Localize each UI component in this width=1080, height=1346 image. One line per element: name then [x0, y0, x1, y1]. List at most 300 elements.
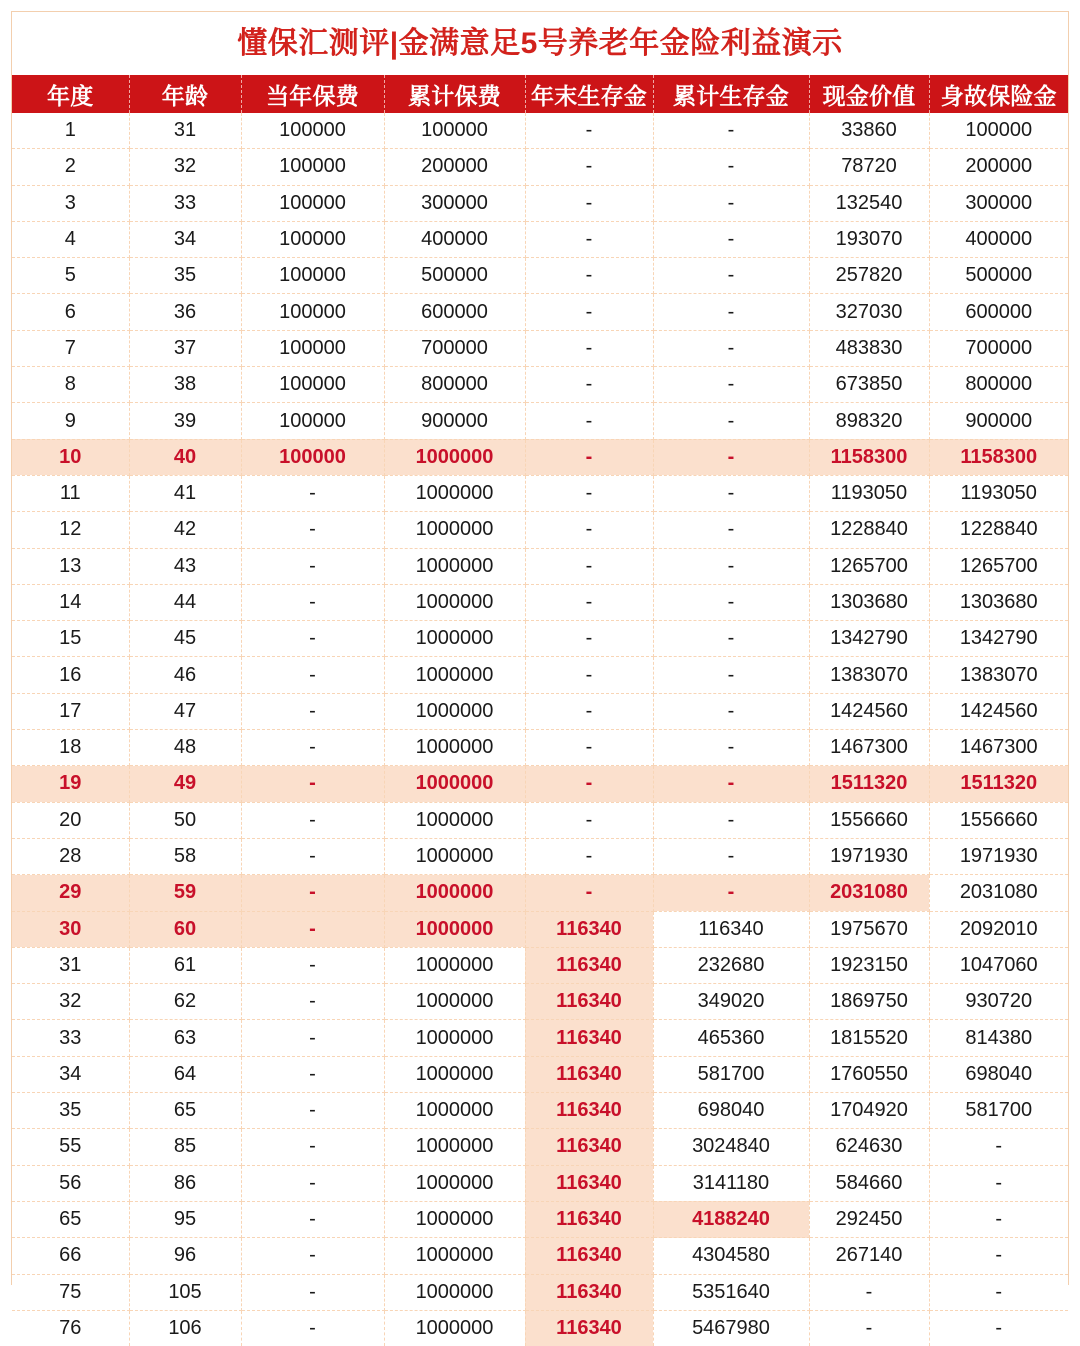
cell-2-3: 300000 [384, 185, 525, 221]
cell-33-5: 5467980 [653, 1310, 809, 1346]
cell-25-4: 116340 [525, 1020, 653, 1056]
cell-26-6: 1760550 [809, 1056, 929, 1092]
table-row [12, 875, 1068, 911]
cell-18-7: 1511320 [929, 766, 1068, 802]
table-row [12, 149, 1068, 185]
cell-17-7: 1467300 [929, 730, 1068, 766]
cell-16-1: 47 [129, 693, 241, 729]
cell-24-7: 930720 [929, 984, 1068, 1020]
cell-7-4: - [525, 367, 653, 403]
cell-13-7: 1303680 [929, 584, 1068, 620]
table-row [12, 512, 1068, 548]
cell-23-3: 1000000 [384, 947, 525, 983]
cell-21-1: 59 [129, 875, 241, 911]
cell-8-2: 100000 [241, 403, 384, 439]
cell-22-5: 116340 [653, 911, 809, 947]
cell-27-4: 116340 [525, 1093, 653, 1129]
cell-12-7: 1265700 [929, 548, 1068, 584]
table-row [12, 258, 1068, 294]
cell-19-1: 50 [129, 802, 241, 838]
cell-1-1: 32 [129, 149, 241, 185]
cell-15-0: 16 [12, 657, 129, 693]
cell-7-3: 800000 [384, 367, 525, 403]
cell-7-6: 673850 [809, 367, 929, 403]
cell-15-5: - [653, 657, 809, 693]
cell-18-2: - [241, 766, 384, 802]
cell-21-4: - [525, 875, 653, 911]
table-body [12, 113, 1068, 1346]
cell-9-3: 1000000 [384, 439, 525, 475]
cell-5-6: 327030 [809, 294, 929, 330]
table-row [12, 330, 1068, 366]
table-row [12, 548, 1068, 584]
cell-18-6: 1511320 [809, 766, 929, 802]
cell-15-1: 46 [129, 657, 241, 693]
cell-10-7: 1193050 [929, 475, 1068, 511]
cell-9-5: - [653, 439, 809, 475]
cell-31-7: - [929, 1238, 1068, 1274]
table-row [12, 185, 1068, 221]
cell-33-7: - [929, 1310, 1068, 1346]
table-row [12, 584, 1068, 620]
cell-30-1: 95 [129, 1201, 241, 1237]
cell-19-5: - [653, 802, 809, 838]
cell-5-1: 36 [129, 294, 241, 330]
cell-8-0: 9 [12, 403, 129, 439]
cell-26-3: 1000000 [384, 1056, 525, 1092]
cell-29-4: 116340 [525, 1165, 653, 1201]
cell-10-5: - [653, 475, 809, 511]
cell-32-5: 5351640 [653, 1274, 809, 1310]
cell-4-5: - [653, 258, 809, 294]
cell-32-0: 75 [12, 1274, 129, 1310]
cell-18-5: - [653, 766, 809, 802]
cell-8-7: 900000 [929, 403, 1068, 439]
cell-29-0: 56 [12, 1165, 129, 1201]
cell-19-4: - [525, 802, 653, 838]
cell-15-7: 1383070 [929, 657, 1068, 693]
table-header [12, 75, 1068, 113]
cell-33-1: 106 [129, 1310, 241, 1346]
table-row [12, 113, 1068, 149]
cell-12-4: - [525, 548, 653, 584]
cell-0-6: 33860 [809, 113, 929, 149]
cell-20-0: 28 [12, 838, 129, 874]
cell-17-3: 1000000 [384, 730, 525, 766]
cell-27-2: - [241, 1093, 384, 1129]
cell-2-2: 100000 [241, 185, 384, 221]
cell-18-0: 19 [12, 766, 129, 802]
cell-20-6: 1971930 [809, 838, 929, 874]
benefit-table [12, 75, 1068, 1346]
cell-1-3: 200000 [384, 149, 525, 185]
cell-22-2: - [241, 911, 384, 947]
cell-14-2: - [241, 621, 384, 657]
cell-0-7: 100000 [929, 113, 1068, 149]
cell-30-0: 65 [12, 1201, 129, 1237]
cell-15-6: 1383070 [809, 657, 929, 693]
cell-19-6: 1556660 [809, 802, 929, 838]
cell-29-7: - [929, 1165, 1068, 1201]
cell-6-2: 100000 [241, 330, 384, 366]
table-row [12, 730, 1068, 766]
cell-31-1: 96 [129, 1238, 241, 1274]
cell-24-2: - [241, 984, 384, 1020]
title-banner [11, 11, 1069, 75]
cell-28-2: - [241, 1129, 384, 1165]
cell-5-5: - [653, 294, 809, 330]
cell-0-5: - [653, 113, 809, 149]
table-row [12, 1310, 1068, 1346]
cell-30-7: - [929, 1201, 1068, 1237]
cell-20-3: 1000000 [384, 838, 525, 874]
cell-28-4: 116340 [525, 1129, 653, 1165]
cell-6-3: 700000 [384, 330, 525, 366]
cell-8-5: - [653, 403, 809, 439]
cell-25-1: 63 [129, 1020, 241, 1056]
page-title: 懂保汇测评|金满意足5号养老年金险利益演示 [237, 26, 843, 60]
cell-6-7: 700000 [929, 330, 1068, 366]
table-row [12, 1238, 1068, 1274]
column-header-4: 年末生存金 [525, 75, 653, 113]
cell-16-4: - [525, 693, 653, 729]
cell-25-6: 1815520 [809, 1020, 929, 1056]
cell-14-6: 1342790 [809, 621, 929, 657]
cell-21-2: - [241, 875, 384, 911]
cell-15-4: - [525, 657, 653, 693]
cell-4-0: 5 [12, 258, 129, 294]
cell-14-3: 1000000 [384, 621, 525, 657]
cell-0-4: - [525, 113, 653, 149]
cell-4-2: 100000 [241, 258, 384, 294]
cell-21-5: - [653, 875, 809, 911]
cell-15-2: - [241, 657, 384, 693]
cell-28-7: - [929, 1129, 1068, 1165]
cell-23-5: 232680 [653, 947, 809, 983]
cell-0-3: 100000 [384, 113, 525, 149]
table-row [12, 947, 1068, 983]
table-row [12, 802, 1068, 838]
cell-1-4: - [525, 149, 653, 185]
cell-20-7: 1971930 [929, 838, 1068, 874]
cell-28-1: 85 [129, 1129, 241, 1165]
column-header-5: 累计生存金 [653, 75, 809, 113]
cell-20-4: - [525, 838, 653, 874]
cell-6-4: - [525, 330, 653, 366]
table-row [12, 439, 1068, 475]
cell-30-5: 4188240 [653, 1201, 809, 1237]
cell-19-7: 1556660 [929, 802, 1068, 838]
table-row [12, 984, 1068, 1020]
cell-5-0: 6 [12, 294, 129, 330]
cell-21-0: 29 [12, 875, 129, 911]
cell-2-4: - [525, 185, 653, 221]
table-row [12, 1056, 1068, 1092]
cell-5-4: - [525, 294, 653, 330]
cell-13-0: 14 [12, 584, 129, 620]
cell-1-6: 78720 [809, 149, 929, 185]
cell-11-4: - [525, 512, 653, 548]
cell-10-2: - [241, 475, 384, 511]
cell-7-5: - [653, 367, 809, 403]
cell-1-0: 2 [12, 149, 129, 185]
cell-1-2: 100000 [241, 149, 384, 185]
cell-17-4: - [525, 730, 653, 766]
cell-9-4: - [525, 439, 653, 475]
cell-13-2: - [241, 584, 384, 620]
cell-33-0: 76 [12, 1310, 129, 1346]
cell-13-6: 1303680 [809, 584, 929, 620]
cell-2-5: - [653, 185, 809, 221]
cell-5-7: 600000 [929, 294, 1068, 330]
cell-1-7: 200000 [929, 149, 1068, 185]
cell-28-0: 55 [12, 1129, 129, 1165]
benefit-table-container [11, 75, 1069, 1339]
cell-13-4: - [525, 584, 653, 620]
cell-22-6: 1975670 [809, 911, 929, 947]
cell-12-6: 1265700 [809, 548, 929, 584]
cell-26-7: 698040 [929, 1056, 1068, 1092]
cell-14-4: - [525, 621, 653, 657]
cell-20-5: - [653, 838, 809, 874]
cell-2-0: 3 [12, 185, 129, 221]
table-row [12, 221, 1068, 257]
table-row [12, 1093, 1068, 1129]
table-row [12, 1274, 1068, 1310]
cell-24-3: 1000000 [384, 984, 525, 1020]
cell-6-0: 7 [12, 330, 129, 366]
column-header-7: 身故保险金 [929, 75, 1068, 113]
cell-26-5: 581700 [653, 1056, 809, 1092]
cell-25-5: 465360 [653, 1020, 809, 1056]
cell-16-0: 17 [12, 693, 129, 729]
cell-6-1: 37 [129, 330, 241, 366]
cell-13-5: - [653, 584, 809, 620]
table-row [12, 766, 1068, 802]
cell-29-2: - [241, 1165, 384, 1201]
cell-28-6: 624630 [809, 1129, 929, 1165]
cell-28-3: 1000000 [384, 1129, 525, 1165]
cell-5-3: 600000 [384, 294, 525, 330]
cell-4-1: 35 [129, 258, 241, 294]
column-header-0: 年度 [12, 75, 129, 113]
cell-8-4: - [525, 403, 653, 439]
cell-29-6: 584660 [809, 1165, 929, 1201]
table-row [12, 367, 1068, 403]
cell-4-3: 500000 [384, 258, 525, 294]
cell-31-5: 4304580 [653, 1238, 809, 1274]
cell-10-4: - [525, 475, 653, 511]
cell-7-2: 100000 [241, 367, 384, 403]
column-header-6: 现金价值 [809, 75, 929, 113]
cell-33-3: 1000000 [384, 1310, 525, 1346]
cell-3-1: 34 [129, 221, 241, 257]
cell-12-1: 43 [129, 548, 241, 584]
cell-12-0: 13 [12, 548, 129, 584]
cell-11-2: - [241, 512, 384, 548]
cell-2-6: 132540 [809, 185, 929, 221]
table-row [12, 621, 1068, 657]
cell-22-7: 2092010 [929, 911, 1068, 947]
cell-18-4: - [525, 766, 653, 802]
cell-21-3: 1000000 [384, 875, 525, 911]
cell-11-0: 12 [12, 512, 129, 548]
cell-9-6: 1158300 [809, 439, 929, 475]
cell-32-7: - [929, 1274, 1068, 1310]
cell-31-3: 1000000 [384, 1238, 525, 1274]
cell-32-3: 1000000 [384, 1274, 525, 1310]
cell-12-2: - [241, 548, 384, 584]
table-row [12, 475, 1068, 511]
cell-29-1: 86 [129, 1165, 241, 1201]
cell-3-6: 193070 [809, 221, 929, 257]
cell-16-6: 1424560 [809, 693, 929, 729]
cell-24-5: 349020 [653, 984, 809, 1020]
cell-19-2: - [241, 802, 384, 838]
cell-25-7: 814380 [929, 1020, 1068, 1056]
table-row [12, 838, 1068, 874]
cell-28-5: 3024840 [653, 1129, 809, 1165]
cell-23-2: - [241, 947, 384, 983]
cell-32-1: 105 [129, 1274, 241, 1310]
cell-30-2: - [241, 1201, 384, 1237]
cell-8-3: 900000 [384, 403, 525, 439]
cell-31-4: 116340 [525, 1238, 653, 1274]
cell-17-5: - [653, 730, 809, 766]
cell-27-3: 1000000 [384, 1093, 525, 1129]
cell-30-6: 292450 [809, 1201, 929, 1237]
cell-6-5: - [653, 330, 809, 366]
cell-14-5: - [653, 621, 809, 657]
cell-23-7: 1047060 [929, 947, 1068, 983]
cell-27-0: 35 [12, 1093, 129, 1129]
table-row [12, 693, 1068, 729]
table-row [12, 657, 1068, 693]
cell-11-1: 42 [129, 512, 241, 548]
cell-4-6: 257820 [809, 258, 929, 294]
cell-4-7: 500000 [929, 258, 1068, 294]
cell-32-4: 116340 [525, 1274, 653, 1310]
cell-23-6: 1923150 [809, 947, 929, 983]
cell-6-6: 483830 [809, 330, 929, 366]
cell-18-1: 49 [129, 766, 241, 802]
cell-20-2: - [241, 838, 384, 874]
cell-13-3: 1000000 [384, 584, 525, 620]
cell-9-2: 100000 [241, 439, 384, 475]
cell-17-1: 48 [129, 730, 241, 766]
cell-18-3: 1000000 [384, 766, 525, 802]
table-row [12, 1020, 1068, 1056]
cell-3-7: 400000 [929, 221, 1068, 257]
cell-10-6: 1193050 [809, 475, 929, 511]
cell-8-6: 898320 [809, 403, 929, 439]
cell-7-0: 8 [12, 367, 129, 403]
cell-33-6: - [809, 1310, 929, 1346]
cell-11-3: 1000000 [384, 512, 525, 548]
cell-14-1: 45 [129, 621, 241, 657]
column-header-3: 累计保费 [384, 75, 525, 113]
cell-17-6: 1467300 [809, 730, 929, 766]
cell-16-3: 1000000 [384, 693, 525, 729]
cell-33-4: 116340 [525, 1310, 653, 1346]
cell-8-1: 39 [129, 403, 241, 439]
table-row [12, 403, 1068, 439]
cell-26-1: 64 [129, 1056, 241, 1092]
cell-16-7: 1424560 [929, 693, 1068, 729]
cell-25-0: 33 [12, 1020, 129, 1056]
table-row [12, 1165, 1068, 1201]
column-header-1: 年龄 [129, 75, 241, 113]
cell-13-1: 44 [129, 584, 241, 620]
cell-23-0: 31 [12, 947, 129, 983]
cell-24-4: 116340 [525, 984, 653, 1020]
cell-26-0: 34 [12, 1056, 129, 1092]
cell-22-1: 60 [129, 911, 241, 947]
cell-27-6: 1704920 [809, 1093, 929, 1129]
cell-9-1: 40 [129, 439, 241, 475]
cell-24-6: 1869750 [809, 984, 929, 1020]
cell-0-1: 31 [129, 113, 241, 149]
cell-21-6: 2031080 [809, 875, 929, 911]
cell-25-3: 1000000 [384, 1020, 525, 1056]
cell-9-0: 10 [12, 439, 129, 475]
cell-24-1: 62 [129, 984, 241, 1020]
cell-29-3: 1000000 [384, 1165, 525, 1201]
cell-16-5: - [653, 693, 809, 729]
table-row [12, 911, 1068, 947]
cell-22-4: 116340 [525, 911, 653, 947]
cell-19-0: 20 [12, 802, 129, 838]
cell-31-6: 267140 [809, 1238, 929, 1274]
cell-4-4: - [525, 258, 653, 294]
cell-23-4: 116340 [525, 947, 653, 983]
table-header-row [12, 75, 1068, 113]
cell-14-0: 15 [12, 621, 129, 657]
cell-10-3: 1000000 [384, 475, 525, 511]
cell-24-0: 32 [12, 984, 129, 1020]
cell-5-2: 100000 [241, 294, 384, 330]
cell-33-2: - [241, 1310, 384, 1346]
cell-2-7: 300000 [929, 185, 1068, 221]
cell-11-5: - [653, 512, 809, 548]
cell-12-5: - [653, 548, 809, 584]
cell-26-4: 116340 [525, 1056, 653, 1092]
cell-30-3: 1000000 [384, 1201, 525, 1237]
cell-2-1: 33 [129, 185, 241, 221]
cell-21-7: 2031080 [929, 875, 1068, 911]
cell-27-7: 581700 [929, 1093, 1068, 1129]
cell-15-3: 1000000 [384, 657, 525, 693]
cell-32-2: - [241, 1274, 384, 1310]
cell-11-6: 1228840 [809, 512, 929, 548]
cell-30-4: 116340 [525, 1201, 653, 1237]
cell-27-5: 698040 [653, 1093, 809, 1129]
cell-3-0: 4 [12, 221, 129, 257]
cell-22-0: 30 [12, 911, 129, 947]
cell-27-1: 65 [129, 1093, 241, 1129]
cell-31-0: 66 [12, 1238, 129, 1274]
cell-23-1: 61 [129, 947, 241, 983]
cell-7-1: 38 [129, 367, 241, 403]
cell-25-2: - [241, 1020, 384, 1056]
cell-26-2: - [241, 1056, 384, 1092]
cell-1-5: - [653, 149, 809, 185]
table-row [12, 294, 1068, 330]
table-row [12, 1129, 1068, 1165]
cell-7-7: 800000 [929, 367, 1068, 403]
cell-0-2: 100000 [241, 113, 384, 149]
table-row [12, 1201, 1068, 1237]
